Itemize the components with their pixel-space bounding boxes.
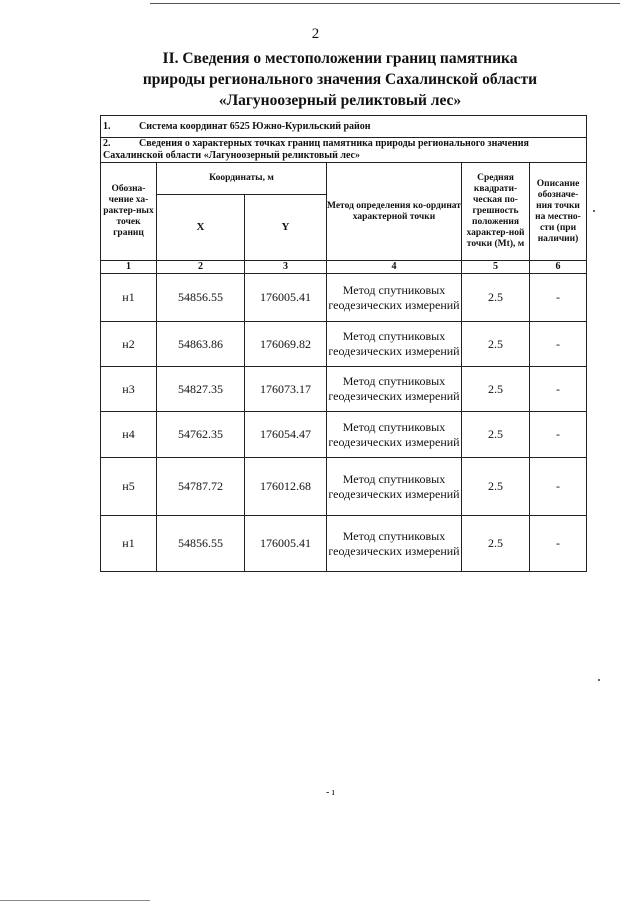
coordinate-x: 54856.55	[157, 516, 245, 572]
coordinate-y: 176005.41	[245, 274, 327, 322]
section-text: Система координат 6525 Южно-Курильский район	[139, 120, 371, 132]
coordinate-x: 54863.86	[157, 322, 245, 367]
point-designation: н4	[101, 412, 157, 458]
table-row	[101, 322, 587, 367]
point-description: -	[530, 367, 587, 412]
point-designation: н5	[101, 458, 157, 516]
table-row	[101, 516, 587, 572]
determination-method: Метод спутниковых геодезических измерений	[327, 412, 462, 458]
column-number-row	[101, 261, 587, 274]
header-designation: Обозна-чение ха-рактер-ных точек границ	[101, 163, 157, 261]
coordinate-x: 54856.55	[157, 274, 245, 322]
scan-speck	[593, 210, 595, 212]
coordinate-x: 54762.35	[157, 412, 245, 458]
point-designation: н3	[101, 367, 157, 412]
section-row-coordinate-system	[101, 116, 587, 138]
point-designation: н2	[101, 322, 157, 367]
header-error: Средняя квадрати-ческая по-грешность положения характер-ной точки (Mt), м	[462, 163, 530, 261]
section-text: Сведения о характерных точках границ памятника природы регионального значения Сахалинской области «Лагуноозерный реликтовый лес»	[103, 138, 529, 161]
coordinate-y: 176073.17	[245, 367, 327, 412]
determination-method: Метод спутниковых геодезических измерений	[327, 274, 462, 322]
point-description: -	[530, 458, 587, 516]
scan-speck	[598, 679, 600, 681]
determination-method: Метод спутниковых геодезических измерений	[327, 458, 462, 516]
section-number: 2.	[103, 138, 111, 149]
column-number: 5	[462, 261, 530, 274]
section-row-points-info	[101, 138, 587, 163]
column-number: 2	[157, 261, 245, 274]
coordinate-system-cell	[101, 116, 587, 138]
point-description: -	[530, 322, 587, 367]
point-description: -	[530, 412, 587, 458]
mean-square-error: 2.5	[462, 367, 530, 412]
mean-square-error: 2.5	[462, 458, 530, 516]
coordinate-y: 176054.47	[245, 412, 327, 458]
table-row	[101, 412, 587, 458]
header-y: Y	[245, 195, 327, 261]
point-designation: н1	[101, 516, 157, 572]
coordinate-y: 176005.41	[245, 516, 327, 572]
header-method: Метод определения ко-ординат характерной точки	[327, 163, 462, 261]
top-rule	[150, 3, 620, 4]
column-number: 6	[530, 261, 587, 274]
coordinate-y: 176069.82	[245, 322, 327, 367]
table-row	[101, 367, 587, 412]
section-number: 1.	[103, 120, 111, 132]
determination-method: Метод спутниковых геодезических измерений	[327, 367, 462, 412]
table-row	[101, 274, 587, 322]
point-description: -	[530, 516, 587, 572]
determination-method: Метод спутниковых геодезических измерений	[327, 322, 462, 367]
title-line-1: II. Сведения о местоположении границ памятника	[162, 50, 518, 67]
column-number: 1	[101, 261, 157, 274]
coordinate-x: 54827.35	[157, 367, 245, 412]
column-number: 3	[245, 261, 327, 274]
footer-mark: - ı	[326, 787, 335, 798]
header-description: Описание обозначе-ния точки на местно-сти (при наличии)	[530, 163, 587, 261]
mean-square-error: 2.5	[462, 322, 530, 367]
header-x: X	[157, 195, 245, 261]
boundary-points-table	[100, 115, 587, 572]
column-number: 4	[327, 261, 462, 274]
table-row	[101, 458, 587, 516]
coordinate-y: 176012.68	[245, 458, 327, 516]
document-title	[90, 48, 590, 111]
points-info-cell	[101, 138, 587, 163]
bottom-rule	[0, 900, 150, 901]
title-line-2: природы регионального значения Сахалинской области	[142, 71, 538, 88]
mean-square-error: 2.5	[462, 274, 530, 322]
point-designation: н1	[101, 274, 157, 322]
mean-square-error: 2.5	[462, 516, 530, 572]
header-coordinates: Координаты, м	[157, 163, 327, 195]
mean-square-error: 2.5	[462, 412, 530, 458]
point-description: -	[530, 274, 587, 322]
coordinate-x: 54787.72	[157, 458, 245, 516]
page-number: 2	[311, 26, 320, 42]
title-line-3: «Лагуноозерный реликтовый лес»	[218, 92, 462, 109]
determination-method: Метод спутниковых геодезических измерений	[327, 516, 462, 572]
header-row-1	[101, 163, 587, 195]
